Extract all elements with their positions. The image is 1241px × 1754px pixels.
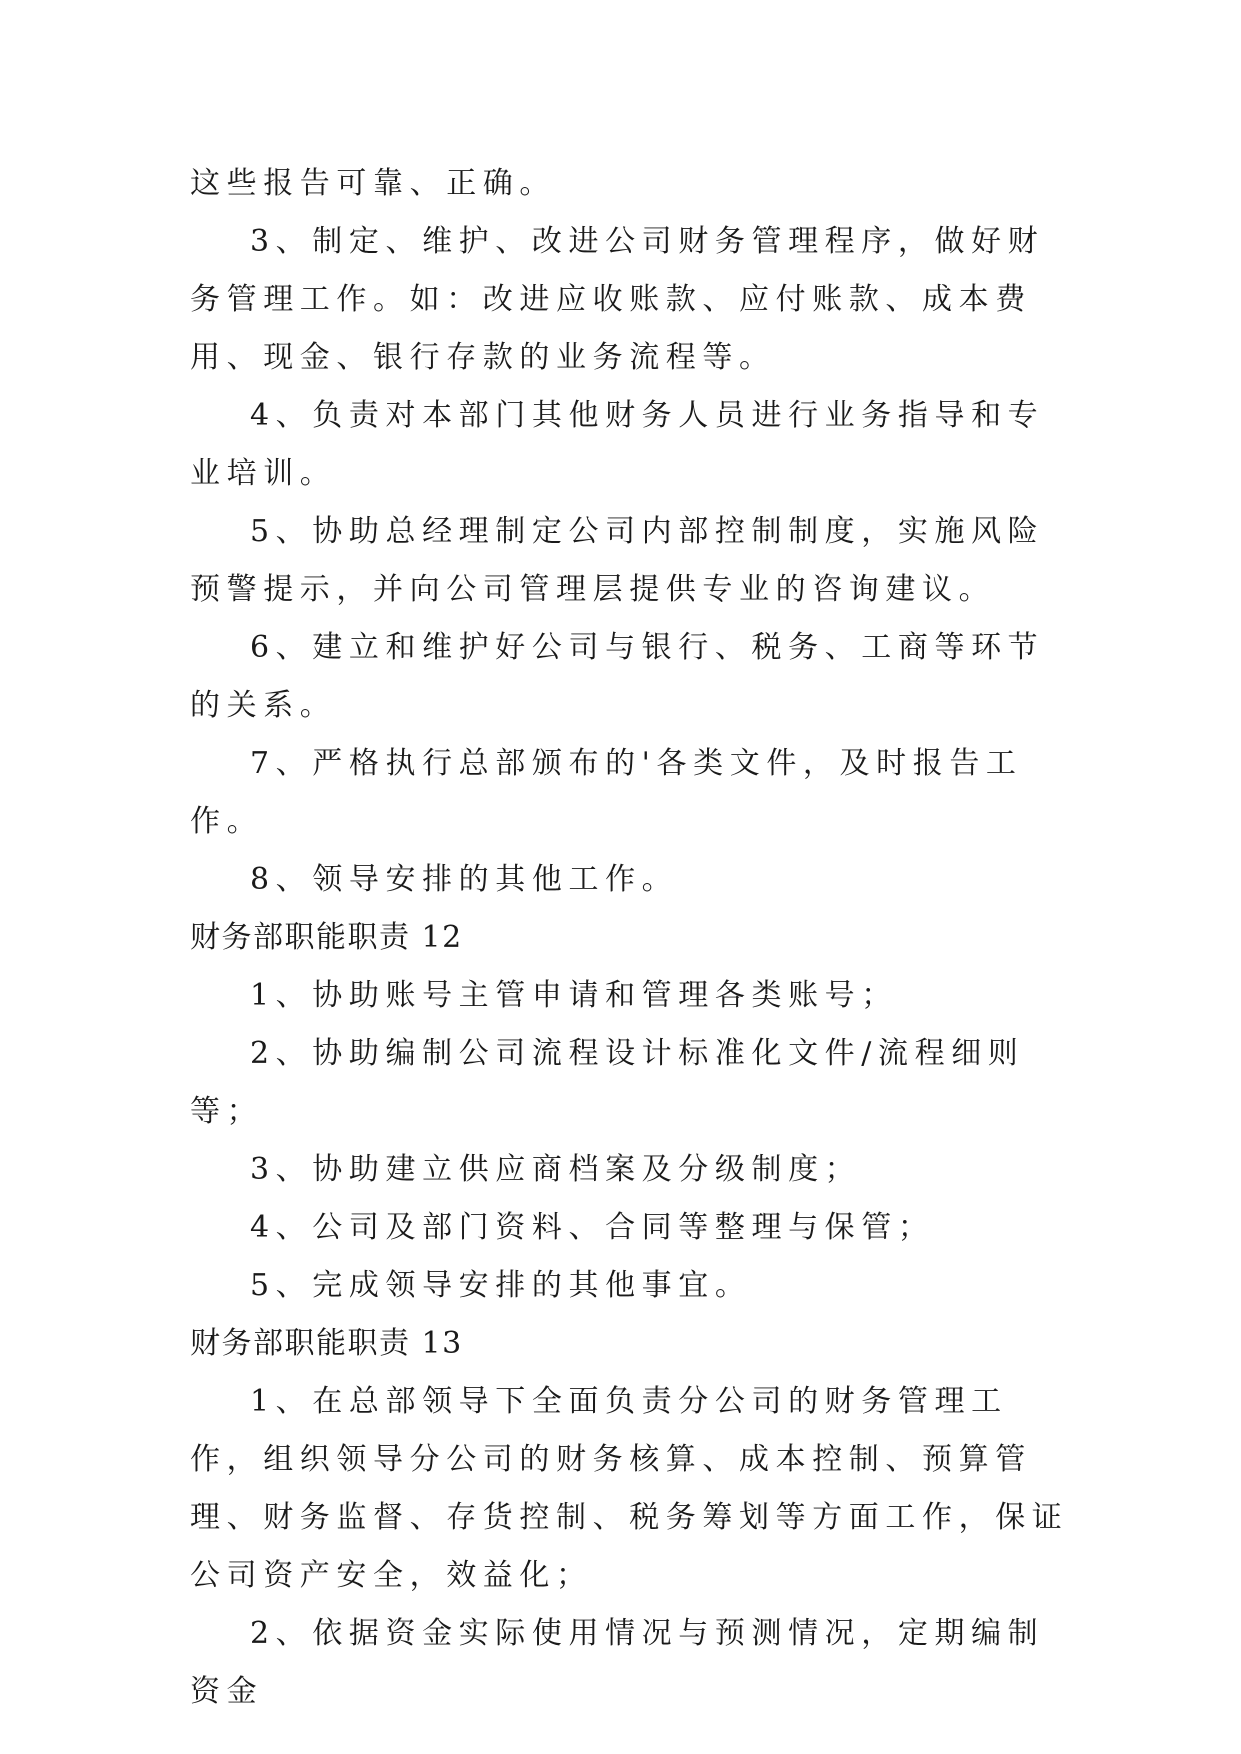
list-item-2-fund-plan: 2、依据资金实际使用情况与预测情况，定期编制资金 bbox=[190, 1616, 1045, 1709]
list-item-5-internal-control: 5、协助总经理制定公司内部控制制度，实施风险预警提示，并向公司管理层提供专业的咨询建议。 bbox=[190, 514, 1045, 607]
list-item-4-archives: 4、公司及部门资料、合同等整理与保管； bbox=[250, 1210, 935, 1245]
list-item-6-relations: 6、建立和维护好公司与银行、税务、工商等环节的关系。 bbox=[190, 630, 1045, 723]
paragraph-continuation: 这些报告可靠、正确。 bbox=[190, 166, 556, 201]
list-item-3-procedures: 3、制定、维护、改进公司财务管理程序，做好财务管理工作。如：改进应收账款、应付账款、成本费用、现金、银行存款的业务流程等。 bbox=[190, 224, 1045, 375]
list-item-5-other-matters: 5、完成领导安排的其他事宜。 bbox=[250, 1268, 752, 1303]
document-body bbox=[190, 155, 1075, 1721]
list-item-7-documents: 7、严格执行总部颁布的'各类文件，及时报告工作。 bbox=[190, 746, 1023, 839]
list-item-1-accounts: 1、协助账号主管申请和管理各类账号； bbox=[250, 978, 898, 1013]
section-heading-12: 财务部职能职责 12 bbox=[190, 920, 463, 955]
list-item-3-suppliers: 3、协助建立供应商档案及分级制度； bbox=[250, 1152, 862, 1187]
list-item-8-other-work: 8、领导安排的其他工作。 bbox=[250, 862, 679, 897]
list-item-1-branch-finance: 1、在总部领导下全面负责分公司的财务管理工作，组织领导分公司的财务核算、成本控制、预算管理、财务监督、存货控制、税务筹划等方面工作，保证公司资产安全，效益化； bbox=[190, 1384, 1069, 1593]
list-item-2-process-docs: 2、协助编制公司流程设计标准化文件/流程细则等； bbox=[190, 1036, 1025, 1129]
list-item-4-training: 4、负责对本部门其他财务人员进行业务指导和专业培训。 bbox=[190, 398, 1045, 491]
section-heading-13: 财务部职能职责 13 bbox=[190, 1326, 463, 1361]
